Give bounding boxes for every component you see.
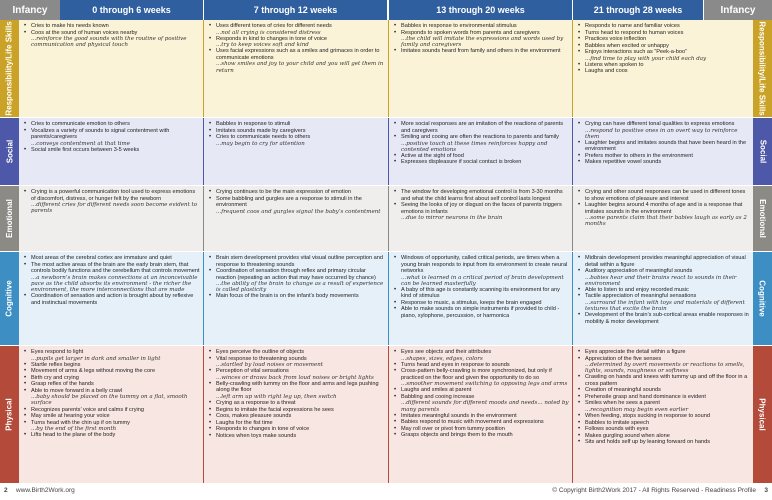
- column-header-0-6-weeks: 0 through 6 weeks: [60, 0, 203, 20]
- milestone-text: Sits and holds self up by leaning forward on hands: [585, 439, 711, 446]
- milestone-text: Crying continues to be the main expression of emotion: [216, 189, 351, 195]
- milestone-text: Birth cry and crying: [31, 374, 79, 381]
- milestone-note: ...recognition may begin even earlier: [585, 406, 689, 413]
- milestone-text: Makes repetitive vowel sounds: [585, 159, 662, 166]
- milestone-text: Social smile first occurs between 3-5 weeks: [31, 146, 140, 153]
- milestone-text: Expresses displeasure if social contact is broken: [401, 159, 522, 166]
- milestone-note: ...baby should be placed on the tummy on a flat, smooth surface: [31, 394, 188, 407]
- milestone-list: [394, 23, 569, 55]
- milestone-text: Perception of vital sensations: [216, 368, 289, 375]
- infancy-tag-right: Infancy: [704, 0, 772, 20]
- milestone-item: [209, 134, 385, 147]
- milestone-text: Babbles to imitate speech: [585, 419, 650, 426]
- table-cell: [19, 252, 203, 345]
- milestone-text: Cries to make his needs known: [31, 23, 109, 29]
- row-social: [0, 118, 772, 186]
- milestone-text: Eyes respond to light: [31, 349, 84, 355]
- milestone-list: [578, 189, 750, 227]
- milestone-item: [209, 36, 385, 49]
- milestone-text: Lifts head to the plane of the body: [31, 432, 116, 439]
- row-label-right: [753, 186, 772, 251]
- milestone-text: Makes gurgling sound when alone: [585, 432, 670, 439]
- milestone-item: [578, 312, 750, 325]
- milestone-text: Belly-crawling with tummy on the floor and arms and legs pushing along the floor: [216, 380, 379, 394]
- table-cell: [572, 346, 753, 483]
- milestone-text: Cries to communicate emotion to others: [31, 121, 130, 127]
- milestone-text: Tactile appreciation of meaningful sensations: [585, 293, 697, 300]
- milestone-text: Grasps objects and brings them to the mouth: [401, 432, 513, 439]
- milestone-note: ...babies hear and their brains react to sounds in their environment: [585, 274, 737, 287]
- milestone-text: Imitates meaningful sounds in the environment: [401, 412, 517, 419]
- milestone-text: Imitates sounds made by caregivers: [216, 127, 306, 134]
- milestone-text: Uses facial expressions such as a smiles and grimaces in order to communicate emotions: [216, 48, 380, 61]
- milestone-text: Babies respond to music with movement and expressions: [401, 419, 544, 426]
- page-footer: [0, 484, 772, 500]
- milestone-text: Uses different tones of cries for different needs: [216, 23, 332, 29]
- milestone-text: Laughs and smiles at parent: [401, 387, 472, 394]
- table-cell: [203, 186, 388, 251]
- milestone-item: [209, 48, 385, 73]
- milestone-text: Grasp reflex of the hands: [31, 381, 94, 388]
- milestone-text: Crying can have different tonal qualities to express emotions: [585, 121, 735, 127]
- table-cell: [19, 118, 203, 185]
- milestone-text: Seeing the looks of joy or disgust on the faces of parents triggers emotions in infants: [401, 202, 562, 215]
- milestone-text: Coordination of sensation and action is brought about by reflexive and instinctual movements: [31, 293, 194, 306]
- table-cell: [19, 20, 203, 117]
- milestone-item: [394, 349, 569, 362]
- milestone-note: ...different cries for different needs soon become evident to parents: [31, 202, 198, 215]
- milestone-list: [209, 23, 385, 74]
- milestone-item: [578, 439, 750, 446]
- row-label-text: Cognitive: [758, 280, 768, 317]
- milestone-item: [394, 432, 569, 439]
- milestone-text: Able to move forward in a belly crawl: [31, 387, 123, 394]
- milestone-text: Laughter begins and imitates sounds that have been heard in the environment: [585, 139, 747, 153]
- milestone-item: [578, 140, 750, 153]
- row-label-text: Social: [758, 139, 768, 164]
- milestone-note: ...the child will imitate the expressions and words used by family and caregivers: [401, 36, 564, 49]
- milestone-note: ...the ability of the brain to change as a result of experience is called plasticity: [216, 281, 384, 294]
- milestone-note: ...surround the infant with toys and materials of different textures that excite the brain: [585, 299, 745, 313]
- row-physical: [0, 346, 772, 484]
- row-label-right: [753, 252, 772, 345]
- milestone-item: [24, 189, 200, 214]
- milestone-item: [394, 30, 569, 49]
- table-cell: [572, 186, 753, 251]
- milestone-list: [209, 349, 385, 439]
- milestone-text: Smiling and cooing are often the reactions to parents and family: [401, 134, 559, 140]
- row-label-right: [753, 20, 772, 117]
- milestone-list: [24, 23, 200, 48]
- milestone-text: May roll over or pivot from tummy position: [401, 425, 505, 432]
- milestone-text: Responds to changes in tone of voice: [216, 426, 310, 433]
- milestone-item: [24, 432, 200, 439]
- milestone-text: Able to listen to and enjoy recorded music: [585, 286, 689, 293]
- row-label-text: Emotional: [758, 199, 768, 238]
- milestone-text: Cries to communicate needs to others: [216, 134, 311, 140]
- milestone-item: [578, 159, 750, 166]
- page-number-left: 2: [4, 487, 8, 494]
- milestone-text: Development of the brain’s sub-cortical areas enable responses in mobility & motor development: [585, 312, 749, 325]
- row-cognitive: [0, 252, 772, 346]
- milestone-list: [24, 189, 200, 214]
- row-label-left: [0, 186, 19, 251]
- milestone-item: [24, 349, 200, 362]
- milestone-note: ...determined by overt movements or reactions to smells, lights, sounds, roughness or softness: [585, 362, 745, 375]
- table-cell: [388, 346, 572, 483]
- milestone-list: [209, 121, 385, 147]
- milestone-text: More social responses are an imitation of the reactions of parents and caregivers: [401, 121, 563, 134]
- milestone-note: ...frequent coos and gurgles signal the baby’s contentment: [216, 208, 381, 215]
- milestone-text: Babbles when excited or unhappy: [585, 42, 669, 49]
- milestone-text: Active at the sight of food: [401, 152, 464, 159]
- row-label-text: Responsibility/Life Skills: [5, 21, 14, 116]
- milestone-list: [24, 255, 200, 306]
- table-cell: [19, 186, 203, 251]
- milestone-list: [394, 255, 569, 319]
- milestone-list: [394, 189, 569, 221]
- milestone-item: [578, 374, 750, 387]
- milestone-text: Practices voice inflection: [585, 36, 647, 42]
- milestone-text: Able to make sounds on simple instruments if provided to child - piano, xylophone, percussion, or harmonica: [401, 306, 560, 319]
- milestone-note: ...winces or draws back from loud noises or bright lights: [216, 374, 374, 381]
- milestone-list: [578, 23, 750, 75]
- milestone-text: Movement of arms & legs without moving the core: [31, 368, 156, 375]
- row-label-right: [753, 346, 772, 483]
- milestone-item: [394, 368, 569, 387]
- milestone-item: [394, 202, 569, 221]
- table-cell: [572, 252, 753, 345]
- milestone-item: [209, 268, 385, 293]
- milestone-text: Babbling and cooing increase: [401, 393, 475, 400]
- milestone-text: Turns head and eyes in response to sounds: [401, 361, 510, 368]
- milestone-text: Response to music, a stimulus, keeps the brain engaged: [401, 299, 542, 306]
- milestone-note: ...not all crying is considered distress: [216, 29, 321, 36]
- milestone-item: [209, 381, 385, 400]
- milestone-list: [209, 189, 385, 215]
- milestone-item: [24, 262, 200, 294]
- milestone-text: Eyes perceive the outline of objects: [216, 349, 304, 355]
- milestone-text: Babbles in response to environmental stimulus: [401, 23, 517, 29]
- milestone-item: [578, 189, 750, 202]
- milestone-text: Main focus of the brain is on the infant’s body movements: [216, 293, 359, 300]
- row-label-text: Responsibility/Life Skills: [758, 21, 767, 116]
- milestone-text: Midbrain development provides meaningful appreciation of visual detail within a figure: [585, 255, 746, 268]
- milestone-item: [394, 287, 569, 300]
- milestone-item: [394, 394, 569, 413]
- milestone-text: Laughs and coos: [585, 68, 628, 75]
- column-header-13-20-weeks: 13 through 20 weeks: [389, 0, 572, 20]
- milestone-text: Responds in kind to changes in tone of voice: [216, 35, 328, 42]
- row-label-text: Physical: [5, 398, 14, 431]
- milestone-item: [209, 368, 385, 381]
- milestone-list: [394, 121, 569, 166]
- milestone-text: Coos at the sound of human voices nearby: [31, 29, 138, 36]
- milestone-note: ...conveys contentment at that time: [31, 140, 131, 147]
- milestone-note: ...reinforce the good sounds with the routine of positive communication and physical touch: [31, 36, 187, 49]
- milestone-item: [578, 202, 750, 227]
- milestone-item: [578, 121, 750, 140]
- column-header-7-12-weeks: 7 through 12 weeks: [204, 0, 387, 20]
- milestone-note: ...left arm up with right leg up, then switch: [216, 393, 337, 400]
- table-header: [0, 0, 772, 20]
- table-cell: [388, 118, 572, 185]
- column-header-21-28-weeks: 21 through 28 weeks: [573, 0, 703, 20]
- table-cell: [203, 20, 388, 117]
- milestone-text: Smiles when he sees a parent: [585, 400, 660, 407]
- milestone-text: Imitates sounds heard from family and others in the environment: [401, 48, 561, 55]
- milestone-item: [24, 128, 200, 147]
- milestone-text: Prehensile grasp and hand dominance is evident: [585, 393, 706, 400]
- milestone-item: [24, 293, 200, 306]
- table-cell: [388, 20, 572, 117]
- milestone-note: ...some parents claim that their babies laugh as early as 2 months: [585, 215, 747, 228]
- milestone-item: [578, 293, 750, 312]
- milestone-text: Crying as a response to a threat: [216, 400, 296, 407]
- milestone-note: ...smoother movement switching to opposing legs and arms: [401, 381, 568, 388]
- milestone-item: [209, 433, 385, 440]
- milestone-item: [394, 159, 569, 166]
- milestone-text: Babbles in response to stimuli: [216, 121, 291, 127]
- milestone-note: ...pupils get larger in dark and smaller in light: [31, 355, 161, 362]
- row-label-right: [753, 118, 772, 185]
- milestone-item: [209, 23, 385, 36]
- row-label-text: Social: [5, 139, 15, 164]
- table-cell: [388, 252, 572, 345]
- milestone-item: [209, 196, 385, 215]
- milestone-item: [209, 293, 385, 300]
- website-url: www.Birth2Work.org: [16, 487, 75, 494]
- table-cell: [572, 118, 753, 185]
- table-cell: [203, 252, 388, 345]
- milestone-list: [578, 349, 750, 446]
- row-label-left: [0, 118, 19, 185]
- milestone-note: ...find time to play with your child each day: [585, 55, 707, 62]
- milestone-text: Eyes see objects and their attributes: [401, 349, 492, 355]
- milestone-item: [24, 420, 200, 433]
- milestone-note: ...show smiles and joy to your child and you will get them in return: [216, 61, 384, 74]
- milestone-item: [578, 268, 750, 287]
- milestone-item: [24, 388, 200, 407]
- row-responsibility-life-skills: [0, 20, 772, 118]
- milestone-text: Eyes appreciate the detail within a figure: [585, 349, 686, 355]
- milestone-text: When feeding, stops sucking in response to sound: [585, 413, 711, 420]
- milestone-note: ...respond to positive ones in an overt way to reinforce them: [585, 127, 738, 140]
- row-label-text: Cognitive: [5, 280, 15, 317]
- milestone-note: ...may begin to cry for attention: [216, 140, 305, 147]
- milestone-item: [578, 400, 750, 413]
- development-table: [0, 20, 772, 484]
- milestone-item: [209, 255, 385, 268]
- milestone-note: ...shapes, sizes, edges, colors: [401, 355, 483, 362]
- milestone-list: [394, 349, 569, 439]
- milestone-list: [578, 121, 750, 166]
- milestone-item: [394, 306, 569, 319]
- milestone-list: [24, 121, 200, 153]
- milestone-text: Windows of opportunity, called critical periods, are times when a young brain responds to input from its environment to create neural networks: [401, 255, 568, 274]
- milestone-text: Notices when toys make sounds: [216, 432, 297, 439]
- milestone-text: Crawling on hands and knees with tummy up and off the floor in a cross pattern: [585, 374, 748, 387]
- milestone-text: May smile at hearing your voice: [31, 413, 110, 420]
- row-label-left: [0, 252, 19, 345]
- milestone-item: [209, 356, 385, 369]
- milestone-note: ...different sounds for different moods and needs... noted by many parents: [401, 400, 569, 413]
- milestone-text: Laughter begins around 4 months of age and is a response that imitates sounds in the environment: [585, 202, 743, 215]
- milestone-text: The window for developing emotional control is from 3-30 months and what the child learns first about self control lasts longest: [401, 189, 563, 202]
- milestone-item: [394, 134, 569, 153]
- milestone-text: Responds to name and familiar voices: [585, 23, 680, 29]
- milestone-item: [394, 255, 569, 287]
- row-label-left: [0, 346, 19, 483]
- row-label-text: Emotional: [5, 199, 15, 238]
- milestone-text: Some babbling and gurgles are a response to stimuli in the environment: [216, 195, 362, 208]
- milestone-item: [394, 121, 569, 134]
- milestone-item: [394, 48, 569, 55]
- milestone-item: [394, 189, 569, 202]
- milestone-note: ...due to mirror neurons in the brain: [401, 215, 503, 221]
- milestone-text: Auditory appreciation of meaningful sounds: [585, 268, 693, 274]
- table-cell: [19, 346, 203, 483]
- row-label-text: Physical: [758, 398, 767, 431]
- milestone-text: Appreciation of the five senses: [585, 355, 662, 362]
- row-label-left: [0, 20, 19, 117]
- milestone-text: Begins to imitate the facial expressions he sees: [216, 406, 334, 413]
- milestone-text: Crying is a powerful communication tool used to express emotions of discomfort, distress, or hunger felt by the newborn: [31, 189, 196, 202]
- milestone-text: Listens when spoken to: [585, 61, 644, 68]
- milestone-item: [578, 255, 750, 268]
- milestone-item: [578, 49, 750, 62]
- milestone-text: Most areas of the cerebral cortex are immature and quiet: [31, 255, 172, 261]
- page-number-right: 3: [764, 487, 768, 494]
- row-emotional: [0, 186, 772, 252]
- milestone-text: Turns head to respond to human voices: [585, 29, 684, 36]
- milestone-text: Recognizes parents’ voice and calms if crying: [31, 406, 144, 413]
- milestone-text: Startle reflex begins: [31, 361, 81, 368]
- milestone-note: ...what is learned in a critical period of brain development can be learned masterfully: [401, 274, 564, 287]
- milestone-list: [209, 255, 385, 300]
- copyright-notice: © Copyright Birth2Work 2017 - All Rights Reserved - Readiness Profile: [552, 487, 756, 494]
- milestone-text: Responds to spoken words from parents and caregivers: [401, 29, 540, 36]
- infancy-tag-left: Infancy: [0, 0, 60, 20]
- milestone-list: [24, 349, 200, 439]
- table-cell: [203, 118, 388, 185]
- milestone-note: ...try to keep voices soft and kind: [216, 42, 309, 49]
- table-cell: [203, 346, 388, 483]
- milestone-text: Coordination of sensation through reflex and primary circular reaction (repeating an action that may have occurred by chance): [216, 268, 376, 281]
- milestone-text: Cross-pattern belly-crawling is more synchronized, but only if practiced on the floor and given the opportunity to do so: [401, 368, 552, 381]
- milestone-text: Prefers mother to others in the environment: [585, 152, 693, 159]
- milestone-text: Crying and other sound responses can be used in different tones to show emotions of pleasure and interest: [585, 189, 746, 202]
- milestone-text: The most active areas of the brain are the early brain stem, that controls bodily functions and the cerebellum that controls movement: [31, 261, 200, 274]
- milestone-note: ...startled by loud noises or movement: [216, 362, 323, 368]
- table-cell: [572, 20, 753, 117]
- milestone-item: [578, 356, 750, 375]
- milestone-text: Vital response to threatening sounds: [216, 355, 307, 362]
- milestone-text: Coos, makes pleasure sounds: [216, 413, 292, 420]
- milestone-item: [578, 68, 750, 75]
- table-cell: [388, 186, 572, 251]
- milestone-text: Vocalizes a variety of sounds to signal contentment with parents/caregivers: [31, 127, 170, 140]
- milestone-text: Follows sounds with eyes: [585, 426, 649, 433]
- milestone-note: ...positive touch at these times reinforces happy and contented emotions: [401, 140, 548, 153]
- milestone-text: Enjoys interactions such as “Peek-a-boo”: [585, 49, 687, 55]
- milestone-text: Turns head with the chin up if on tummy: [31, 419, 130, 426]
- milestone-note: ...by the end of the first month: [31, 426, 117, 433]
- milestone-item: [24, 147, 200, 154]
- milestone-text: A baby of this age is constantly scanning its environment for any kind of stimulus: [401, 286, 560, 300]
- milestone-text: Creation of meaningful sounds: [585, 387, 661, 394]
- milestone-note: ...a newborn’s brain makes connections at an inconceivable pace as the child absorbs its environment - the richer the environment, the more interconnections that are made: [31, 274, 198, 293]
- milestone-text: Laughs for the fist time: [216, 419, 273, 426]
- milestone-item: [24, 30, 200, 49]
- milestone-list: [578, 255, 750, 325]
- milestone-text: Brain stem development provides vital visual outline perception and response to threatening sounds: [216, 255, 383, 268]
